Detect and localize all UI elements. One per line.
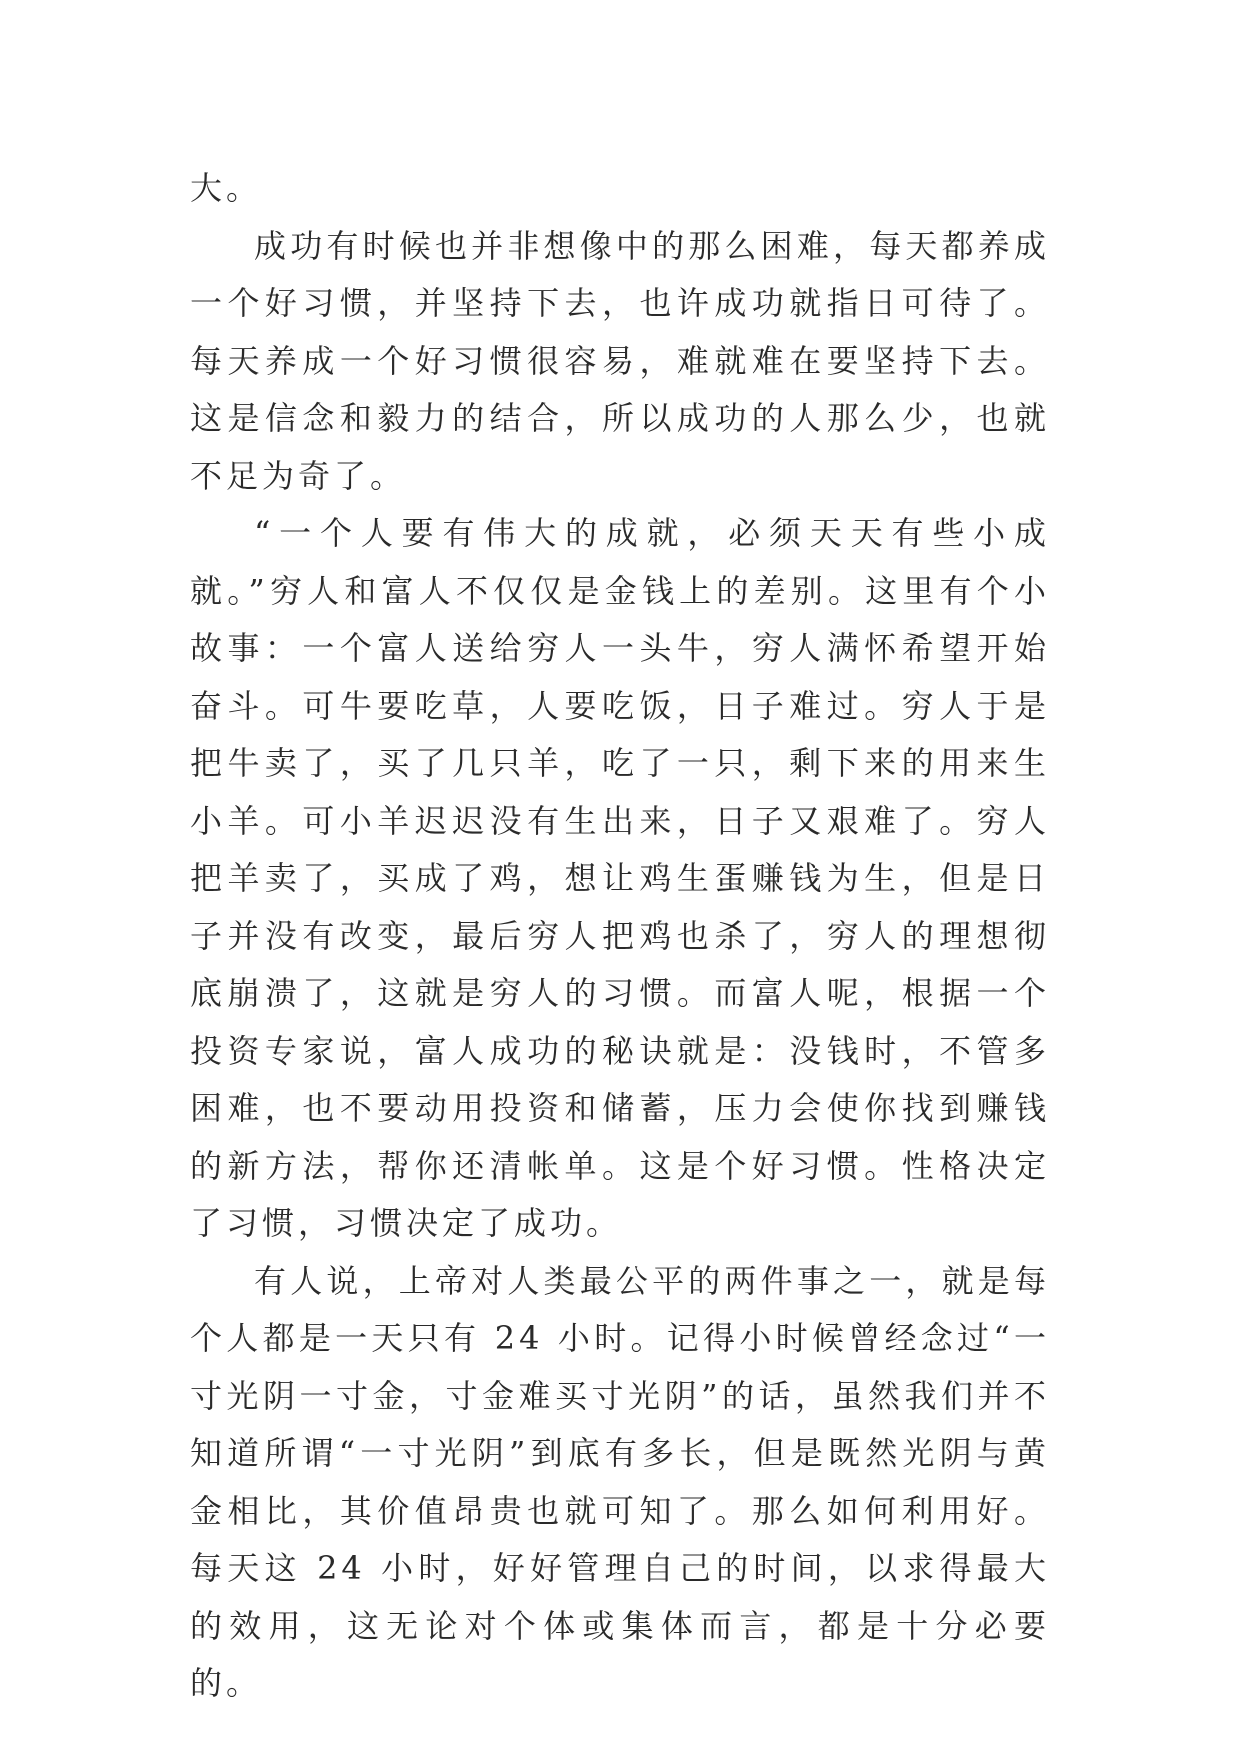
paragraph-continuation: 大。 — [190, 169, 263, 207]
paragraph-time-management: 有人说，上帝对人类最公平的两件事之一，就是每个人都是一天只有 24 小时。记得小时候曾经念过“一寸光阴一寸金，寸金难买寸光阴”的话，虽然我们并不知道所谓“一寸光阴”到底有多长，但是既然光阴与黄金相比，其价值昂贵也就可知了。那么如何利用好。每天这 24 小时，好好管理自己的时间，以求得最大的效用，这无论对个体或集体而言，都是十分必要的。 — [190, 1261, 1050, 1702]
paragraph-success-habits: 成功有时候也并非想像中的那么困难，每天都养成一个好习惯，并坚持下去，也许成功就指日可待了。每天养成一个好习惯很容易，难就难在要坚持下去。这是信念和毅力的结合，所以成功的人那么少，也就不足为奇了。 — [190, 226, 1050, 495]
document-body — [190, 160, 1050, 1713]
paragraph-rich-poor-story: “一个人要有伟大的成就，必须天天有些小成就。”穷人和富人不仅仅是金钱上的差别。这里有个小故事：一个富人送给穷人一头牛，穷人满怀希望开始奋斗。可牛要吃草，人要吃饭，日子难过。穷人于是把牛卖了，买了几只羊，吃了一只，剩下来的用来生小羊。可小羊迟迟没有生出来，日子又艰难了。穷人把羊卖了，买成了鸡，想让鸡生蛋赚钱为生，但是日子并没有改变，最后穷人把鸡也杀了，穷人的理想彻底崩溃了，这就是穷人的习惯。而富人呢，根据一个投资专家说，富人成功的秘诀就是：没钱时，不管多困难，也不要动用投资和储蓄，压力会使你找到赚钱的新方法，帮你还清帐单。这是个好习惯。性格决定了习惯，习惯决定了成功。 — [190, 514, 1050, 1242]
